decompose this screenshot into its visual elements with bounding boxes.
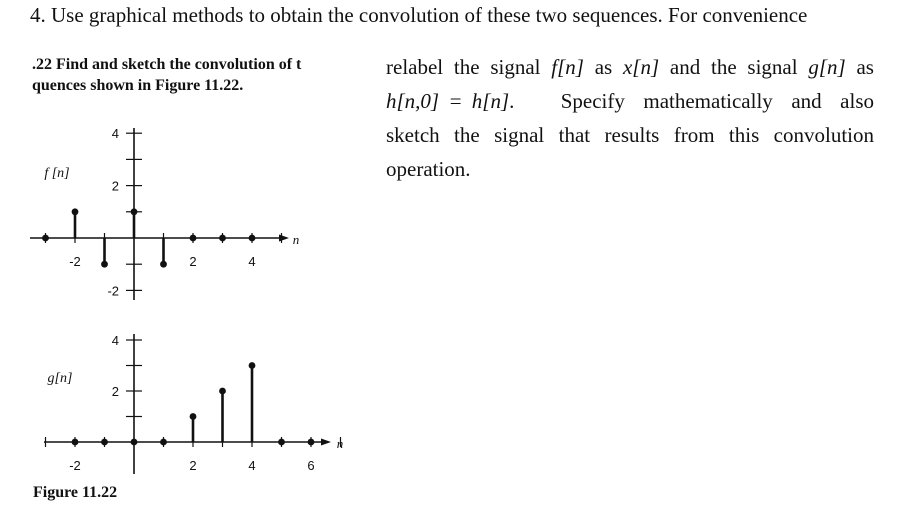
signal-h-equation: h[n,0] = h[n]: [386, 89, 510, 113]
y-tick-label: 4: [111, 333, 119, 348]
y-tick-label: 2: [111, 384, 119, 399]
instr-text: . Specify mathematically and also: [509, 89, 874, 113]
x-tick-label: 4: [248, 254, 256, 269]
instr-text: as: [845, 55, 874, 79]
instruction-line-4: operation.: [386, 157, 471, 181]
y-tick-label: 4: [111, 126, 119, 142]
instr-text: and the signal: [659, 55, 809, 79]
x-tick-label: 6: [307, 458, 315, 473]
signal-g: g[n]: [808, 55, 846, 79]
stem-point: [160, 439, 167, 446]
x-tick-label: 2: [189, 458, 197, 473]
instruction-line-1: [386, 50, 874, 84]
textbook-line-2: quences shown in Figure 11.22.: [32, 77, 244, 94]
stem-point: [190, 413, 197, 420]
stem-point: [219, 235, 226, 242]
stem-point: [278, 439, 285, 446]
stem-point: [249, 362, 256, 369]
x-axis-label: n: [292, 232, 300, 247]
x-tick-label: -2: [69, 458, 81, 473]
stem-point: [131, 439, 138, 446]
y-axis-label: f [n]: [44, 166, 70, 181]
signal-x: x[n]: [622, 55, 660, 79]
x-tick-label: -2: [69, 254, 81, 269]
figure-caption: Figure 11.22: [33, 484, 118, 501]
stem-point: [72, 439, 79, 446]
instr-text: as: [583, 55, 623, 79]
stem-point: [249, 235, 256, 242]
stem-point: [160, 261, 167, 268]
x-axis-arrow: [279, 235, 289, 242]
signal-f: f[n]: [551, 55, 584, 79]
stem-plots: [0, 0, 380, 523]
x-axis-arrow: [321, 439, 331, 446]
instruction-line-3: sketch the signal that results from this convolution: [386, 123, 874, 147]
stem-point: [101, 261, 108, 268]
stem-point: [219, 388, 226, 395]
x-tick-label: 2: [189, 254, 197, 269]
question-text: 4. Use graphical methods to obtain the convolution of these two sequences. For convenience: [30, 3, 808, 27]
instr-text: relabel the signal: [386, 55, 552, 79]
x-tick-label: 4: [248, 458, 256, 473]
problem-instructions: [386, 50, 874, 186]
problem-statement-start: Find and sketch the convolution of t: [52, 56, 302, 73]
stem-point: [101, 439, 108, 446]
stem-point: [308, 439, 315, 446]
instruction-line-2: [386, 84, 874, 118]
stem-point: [131, 208, 138, 215]
stem-point: [42, 235, 49, 242]
stem-point: [190, 235, 197, 242]
y-tick-label: -2: [107, 283, 119, 299]
stem-point: [72, 208, 79, 215]
y-tick-label: 2: [111, 178, 119, 194]
y-axis-label: g[n]: [47, 371, 73, 386]
x-axis-label: n: [336, 436, 344, 451]
problem-number: .22: [32, 56, 52, 73]
